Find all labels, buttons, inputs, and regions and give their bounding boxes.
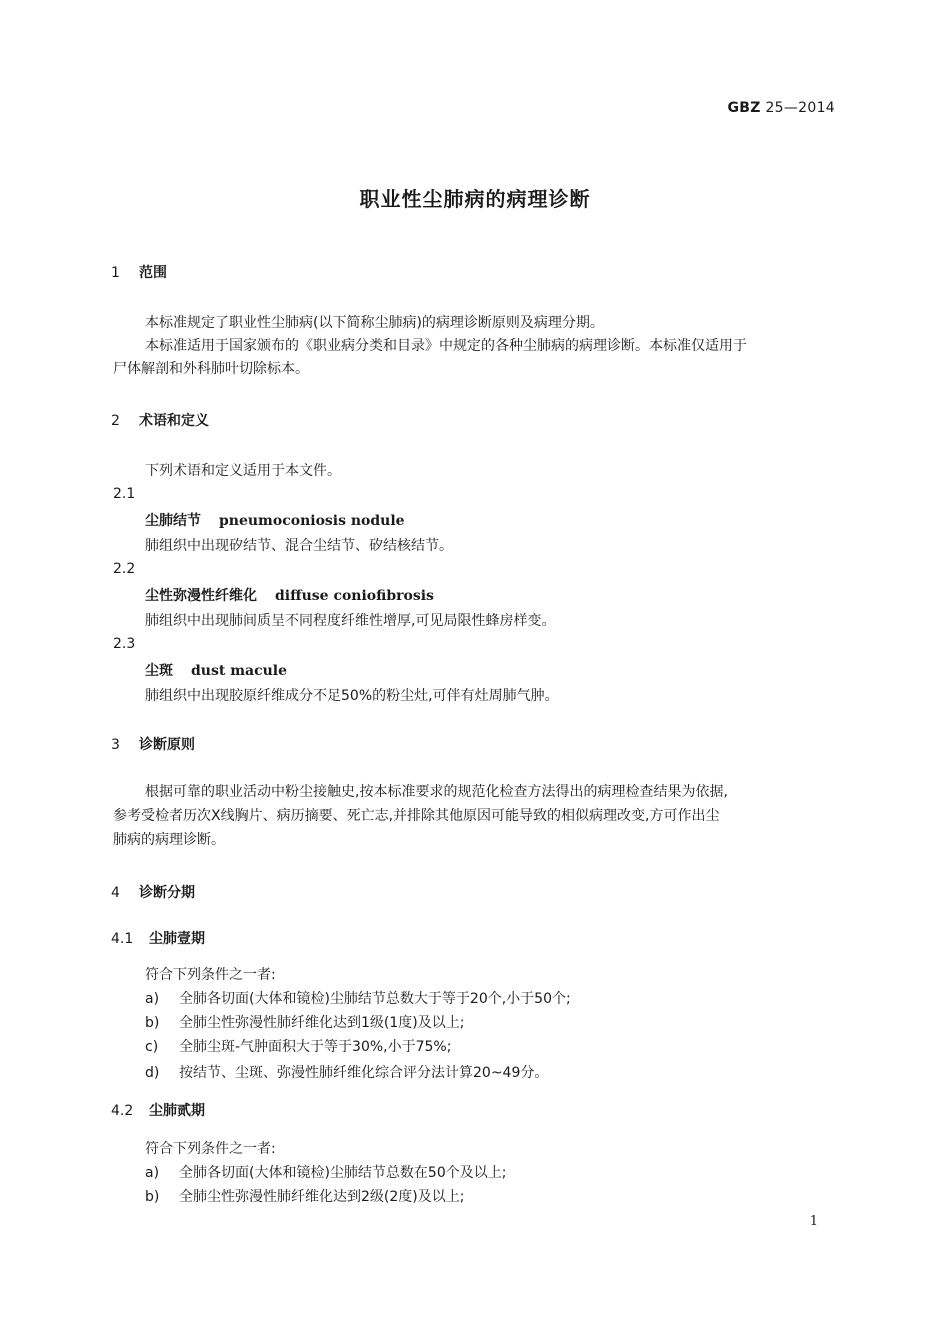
- list-item: a) 全肺各切面(大体和镜检)尘肺结节总数大于等于20个,小于50个;: [145, 991, 571, 1007]
- page-number: 1: [809, 1214, 818, 1229]
- section-1-paragraph-2-line-1: 本标准适用于国家颁布的《职业病分类和目录》中规定的各种尘肺病的病理诊断。本标准仅适用于: [145, 338, 747, 354]
- section-2-heading: 2 术语和定义: [111, 413, 209, 429]
- page-title: 职业性尘肺病的病理诊断: [359, 187, 591, 211]
- section-4-1-heading: 4.1 尘肺壹期: [111, 931, 205, 947]
- section-4-heading: 4 诊断分期: [111, 885, 195, 901]
- section-2-intro: 下列术语和定义适用于本文件。: [145, 463, 341, 479]
- term-2-1-definition: 肺组织中出现矽结节、混合尘结节、矽结核结节。: [145, 538, 453, 554]
- term-2-3-definition: 肺组织中出现胶原纤维成分不足50%的粉尘灶,可伴有灶周肺气肿。: [145, 688, 559, 704]
- section-3-heading: 3 诊断原则: [111, 737, 195, 753]
- term-2-3: 尘斑 dust macule: [145, 663, 288, 679]
- term-2-2-number: 2.2: [113, 561, 136, 577]
- term-2-1-number: 2.1: [113, 486, 136, 502]
- standard-number: GBZ 25—2014: [727, 100, 835, 116]
- list-item: b) 全肺尘性弥漫性肺纤维化达到1级(1度)及以上;: [145, 1015, 465, 1031]
- section-4-1-intro: 符合下列条件之一者:: [145, 967, 276, 983]
- section-3-line-1: 根据可靠的职业活动中粉尘接触史,按本标准要求的规范化检查方法得出的病理检查结果为依据,: [145, 784, 728, 800]
- term-2-3-number: 2.3: [113, 636, 136, 652]
- section-4-2-heading: 4.2 尘肺贰期: [111, 1103, 205, 1119]
- term-2-2: 尘性弥漫性纤维化 diffuse coniofibrosis: [145, 588, 434, 604]
- term-2-1: 尘肺结节 pneumoconiosis nodule: [145, 513, 405, 529]
- section-1-paragraph-2-line-2: 尸体解剖和外科肺叶切除标本。: [113, 361, 309, 377]
- list-item: b) 全肺尘性弥漫性肺纤维化达到2级(2度)及以上;: [145, 1189, 465, 1205]
- section-4-2-intro: 符合下列条件之一者:: [145, 1141, 276, 1157]
- list-item: d) 按结节、尘斑、弥漫性肺纤维化综合评分法计算20~49分。: [145, 1065, 549, 1081]
- list-item: a) 全肺各切面(大体和镜检)尘肺结节总数在50个及以上;: [145, 1165, 507, 1181]
- section-1-paragraph-1: 本标准规定了职业性尘肺病(以下简称尘肺病)的病理诊断原则及病理分期。: [145, 315, 604, 331]
- section-3-line-3: 肺病的病理诊断。: [113, 832, 225, 848]
- term-2-2-definition: 肺组织中出现肺间质呈不同程度纤维性增厚,可见局限性蜂房样变。: [145, 613, 556, 629]
- list-item: c) 全肺尘斑-气肿面积大于等于30%,小于75%;: [145, 1039, 452, 1055]
- section-1-heading: 1 范围: [111, 265, 167, 281]
- section-3-line-2: 参考受检者历次X线胸片、病历摘要、死亡志,并排除其他原因可能导致的相似病理改变,方可作出尘: [113, 808, 720, 824]
